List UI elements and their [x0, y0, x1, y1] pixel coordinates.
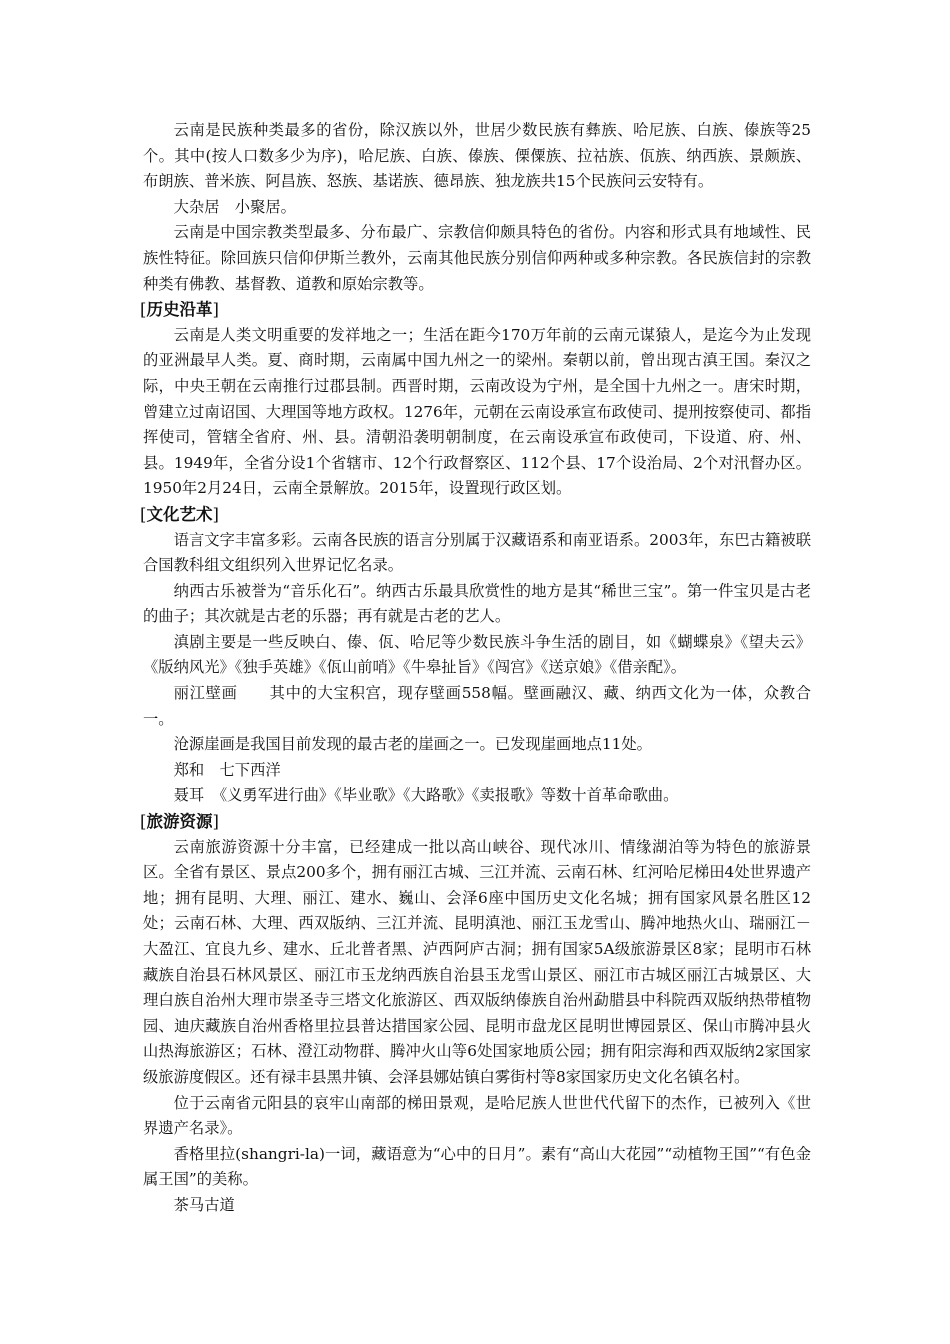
section-heading-culture: [文化艺术]: [140, 504, 219, 524]
paragraph-religion: 云南是中国宗教类型最多、分布最广、宗教信仰颇具特色的省份。内容和形式具有地域性、民族性特征。除回族只信仰伊斯兰教外，云南其他民族分别信仰两种或多种宗教。各民族信封的宗教种类有佛教、基督教、道教和原始宗教等。: [143, 223, 811, 293]
paragraph-tourism-overview: 云南旅游资源十分丰富，已经建成一批以高山峡谷、现代冰川、情缘湖泊等为特色的旅游景区。全省有景区、景点200多个，拥有丽江古城、三江并流、云南石林、红河哈尼梯田4处世界遗产地；拥有昆明、大理、丽江、建水、巍山、会泽6座中国历史文化名城；拥有国家风景名胜区12处；云南石林、大理、西双版纳、三江并流、昆明滇池、丽江玉龙雪山、腾冲地热火山、瑞丽江－大盈江、宜良九乡、建水、丘北普者黑、泸西阿庐古洞；拥有国家5A级旅游景区8家；昆明市石林藏族自治县石林风景区、丽江市玉龙纳西族自治县玉龙雪山景区、丽江市古城区丽江古城景区、大理白族自治州大理市崇圣寺三塔文化旅游区、西双版纳傣族自治州勐腊县中科院西双版纳热带植物园、迪庆藏族自治州香格里拉县普达措国家公园、昆明市盘龙区昆明世博园景区、保山市腾冲县火山热海旅游区；石林、澄江动物群、腾冲火山等6处国家地质公园；拥有阳宗海和西双版纳2家国家级旅游度假区。还有禄丰县黑井镇、会泽县娜姑镇白雾街村等8家国家历史文化名镇名村。: [143, 837, 811, 1086]
paragraph-tea-horse-road: 茶马古道: [173, 1195, 235, 1214]
section-ethnic-intro: [143, 118, 811, 297]
heading-history-text: 历史沿革: [146, 300, 213, 320]
paragraph-ethnic-groups: 云南是民族种类最多的省份，除汉族以外，世居少数民族有彝族、哈尼族、白族、傣族等25个。其中(按人口数多少为序)，哈尼族、白族、傣族、傈僳族、拉祜族、佤族、纳西族、景颇族、布朗族、普米族、阿昌族、怒族、基诺族、德昂族、独龙族共15个民族问云安特有。: [143, 121, 811, 191]
section-tourism: [140, 809, 811, 1219]
paragraph-nie-er: 聂耳 《义勇军进行曲》《毕业歌》《大路歌》《卖报歌》等数十首革命歌曲。: [173, 786, 679, 805]
section-culture: [140, 502, 811, 809]
section-heading-tourism: [旅游资源]: [140, 812, 219, 832]
document-page: [140, 118, 811, 1219]
paragraph-rice-terraces: 位于云南省元阳县的哀牢山南部的梯田景观，是哈尼族人世世代代留下的杰作，已被列入《世界遗产名录》。: [143, 1093, 811, 1138]
heading-tourism-text: 旅游资源: [146, 812, 213, 832]
section-history: [140, 297, 811, 502]
paragraph-shangri-la: 香格里拉(shangri-la)一词，藏语意为“心中的日月”。素有“高山大花园”“动植物王国”“有色金属王国”的美称。: [143, 1144, 811, 1189]
paragraph-lijiang-murals: 丽江壁画 其中的大宝积宫，现存壁画558幅。壁画融汉、藏、纳西文化为一体，众教合一。: [143, 684, 811, 728]
heading-culture-text: 文化艺术: [146, 504, 213, 524]
section-heading-history: [历史沿革]: [140, 300, 219, 320]
paragraph-history: 云南是人类文明重要的发祥地之一；生活在距今170万年前的云南元谋猿人，是迄今为止发现的亚洲最早人类。夏、商时期，云南属中国九州之一的梁州。秦朝以前，曾出现古滇王国。秦汉之际，中央王朝在云南推行过郡县制。西晋时期，云南改设为宁州，是全国十九州之一。唐宋时期，曾建立过南诏国、大理国等地方政权。1276年，元朝在云南设承宣布政使司、提刑按察使司、都指挥使司，管辖全省府、州、县。清朝沿袭明朝制度，在云南设承宣布政使司，下设道、府、州、县。1949年，全省分设1个省辖市、12个行政督察区、112个县、17个设治局、2个对汛督办区。1950年2月24日，云南全景解放。2015年，设置现行政区划。: [143, 325, 811, 498]
paragraph-settlement: 大杂居 小聚居。: [173, 197, 296, 216]
paragraph-dian-opera: 滇剧主要是一些反映白、傣、佤、哈尼等少数民族斗争生活的剧目，如《蝴蝶泉》《望夫云》《版纳风光》《独手英雄》《佤山前哨》《牛皋扯旨》《闯宫》《送京娘》《借亲配》。: [143, 632, 811, 677]
paragraph-cangyuan-rock-art: 沧源崖画是我国目前发现的最古老的崖画之一。已发现崖画地点11处。: [173, 735, 652, 754]
paragraph-zheng-he: 郑和 七下西洋: [173, 760, 281, 779]
paragraph-naxi-music: 纳西古乐被誉为“音乐化石”。纳西古乐最具欣赏性的地方是其“稀世三宝”。第一件宝贝是古老的曲子；其次就是古老的乐器；再有就是古老的艺人。: [143, 581, 811, 626]
paragraph-language: 语言文字丰富多彩。云南各民族的语言分别属于汉藏语系和南亚语系。2003年，东巴古籍被联合国教科组文组织列入世界记忆名录。: [143, 530, 811, 575]
